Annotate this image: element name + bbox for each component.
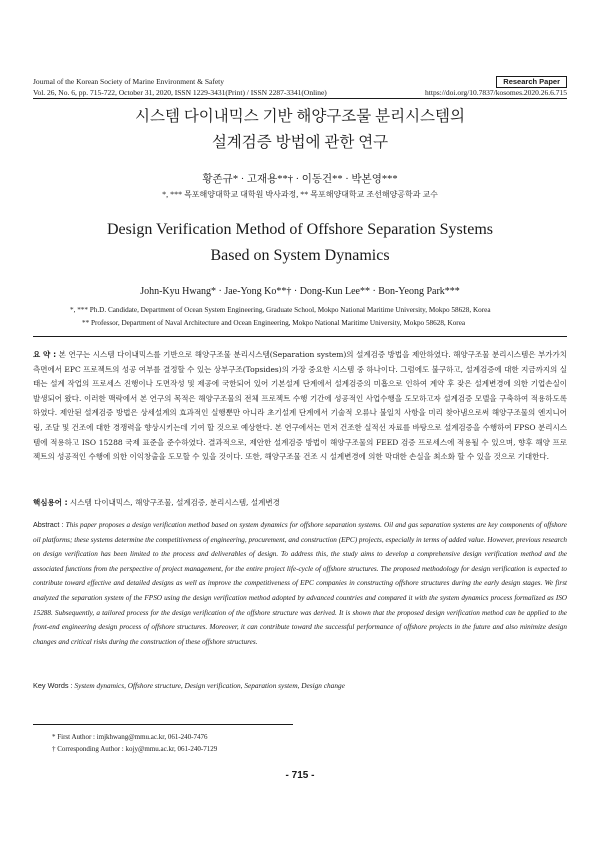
- page-number: - 715 -: [285, 770, 315, 781]
- footnote-divider: [33, 724, 293, 725]
- english-affiliation-2: ** Professor, Department of Naval Architecture and Ocean Engineering, Mokpo National Maritime University, Mokpo 58628, Korea: [82, 319, 466, 327]
- doi-link[interactable]: https://doi.org/10.7837/kosomes.2020.26.6.715: [425, 88, 567, 97]
- english-abstract-text: This paper proposes a design verification method based on system dynamics for offshore separation systems. Oil and gas separation systems are key components of offshore oil platforms; these systems determine the competitiveness of engineering, procurement, and construction (EPC) projects, especially in terms of added value. However, previous research on design verification has been limited to the process and deliverables of design. To address this, the study aims to develop a comprehensive design verification method and the associated functions from the perspective of project management, for the entire project life-cycle of offshore structures. The proposed methodology for design verification is expected to contribute toward effective and detailed designs as well as improve the competitiveness of EPC companies in constructing offshore structures during the early design stages. We first analyzed the separation system of the FPSO using the design verification method adopted by advanced countries and compared it with the system dynamics process formalized as ISO 15288. Subsequently, a tailored process for the design verification of the offshore structure was derived. It is shown that the proposed design verification method can be applied to the front-end engineering design process of offshore structures. Moreover, it can contribute toward the successful performance of offshore projects in the future and also minimize design changes and critical risks during the construction of these offshore structures.: [33, 521, 568, 646]
- english-title-line2: Based on System Dynamics: [210, 247, 390, 264]
- volume-info: Vol. 26, No. 6, pp. 715-722, October 31, 2020, ISSN 1229-3431(Print) / ISSN 2287-3341(Online): [33, 88, 327, 97]
- korean-keywords-label: 핵심용어 :: [33, 498, 68, 507]
- header-divider: [33, 98, 567, 99]
- korean-keywords-text: 시스템 다이내믹스, 해양구조물, 설계검증, 분리시스템, 설계변경: [69, 498, 280, 507]
- english-keywords-label: Key Words :: [33, 681, 73, 690]
- korean-title-line1: 시스템 다이내믹스 기반 해양구조물 분리시스템의: [135, 108, 465, 125]
- english-keywords: [33, 680, 345, 692]
- korean-abstract-text: 본 연구는 시스템 다이내믹스를 기반으로 해양구조물 분리시스템(Separation system)의 설계검증 방법을 제안하였다. 해양구조물 분리시스템은 부가가치 측면에서 EPC 프로젝트의 성공 여부를 결정할 수 있는 상부구조(Topsides)의 가장 중요한 시스템 중 하나이다. 그럼에도 불구하고, 설계검증에 대한 지금까지의 실태는 설계 작업의 프로세스 진행이나 도면작성 및 제공에 국한되어 있어 기본설계 단계에서 설계검증의 미흡으로 인하여 계약 후 잦은 설계변경에 의한 기업손실이 발생되어 왔다. 이러한 맥락에서 본 연구의 목적은 해양구조물의 전체 프로젝트 수행 기간에 성공적인 사업수행을 도모하고자 설계검증 모델을 구축하여 적용하도록 하였다. 제안된 설계검증 방법은 상세설계의 효과적인 실행뿐만 아니라 초기설계 단계에서 기술적 오류나 불일치 사항을 미리 찾아냄으로써 해양구조물의 엔지니어링, 조달 및 건조에 대한 경쟁력을 향상시키는데 기여 할 것으로 예상한다. 본 연구에서는 먼저 건조한 실적선 자료를 바탕으로 설계검증을 수행하여 FPSO 분리시스템에 적용하고 ISO 15288 국제 표준을 준수하였다. 결과적으로, 제안한 설계검증 방법이 해양구조물의 FEED 검증 프로세스에 적용될 수 있으며, 향후 해양 프로젝트의 성공적인 수행에 의한 이익창출을 도모할 수 있을 것이다. 또한, 해양구조물 건조 시 설계변경에 의한 막대한 손실을 최소화 할 수 있을 것으로 기대한다.: [33, 350, 567, 462]
- english-keywords-text: System dynamics, Offshore structure, Design verification, Separation system, Design change: [74, 681, 345, 690]
- korean-authors: 황존규* · 고재용**† · 이동건** · 박본영***: [202, 174, 398, 185]
- section-divider: [33, 336, 567, 337]
- english-abstract-label: Abstract :: [33, 520, 64, 529]
- korean-title-line2: 설계검증 방법에 관한 연구: [211, 134, 389, 151]
- korean-affiliation: *, *** 목포해양대학교 대학원 박사과정, ** 목포해양대학교 조선해양공학과 교수: [162, 190, 438, 199]
- footnote-corresponding-author: † Corresponding Author : kojy@mmu.ac.kr, 061-240-7129: [52, 745, 218, 753]
- english-title-line1: Design Verification Method of Offshore Separation Systems: [106, 221, 493, 238]
- article-type-badge: Research Paper: [496, 76, 567, 88]
- korean-abstract-label: 요 약 :: [33, 350, 57, 359]
- english-affiliation-1: *, *** Ph.D. Candidate, Department of Ocean System Engineering, Graduate School, Mokpo National Maritime University, Mokpo 58628, Korea: [70, 306, 491, 314]
- journal-name: Journal of the Korean Society of Marine Environment & Safety: [33, 77, 224, 86]
- korean-keywords: [33, 497, 280, 509]
- footnote-first-author: * First Author : imjkhwang@mmu.ac.kr, 061-240-7476: [52, 733, 208, 741]
- korean-abstract: [33, 348, 567, 465]
- english-authors: John-Kyu Hwang* · Jae-Yong Ko**† · Dong-Kun Lee** · Bon-Yeong Park***: [140, 286, 460, 297]
- english-abstract: [33, 518, 567, 649]
